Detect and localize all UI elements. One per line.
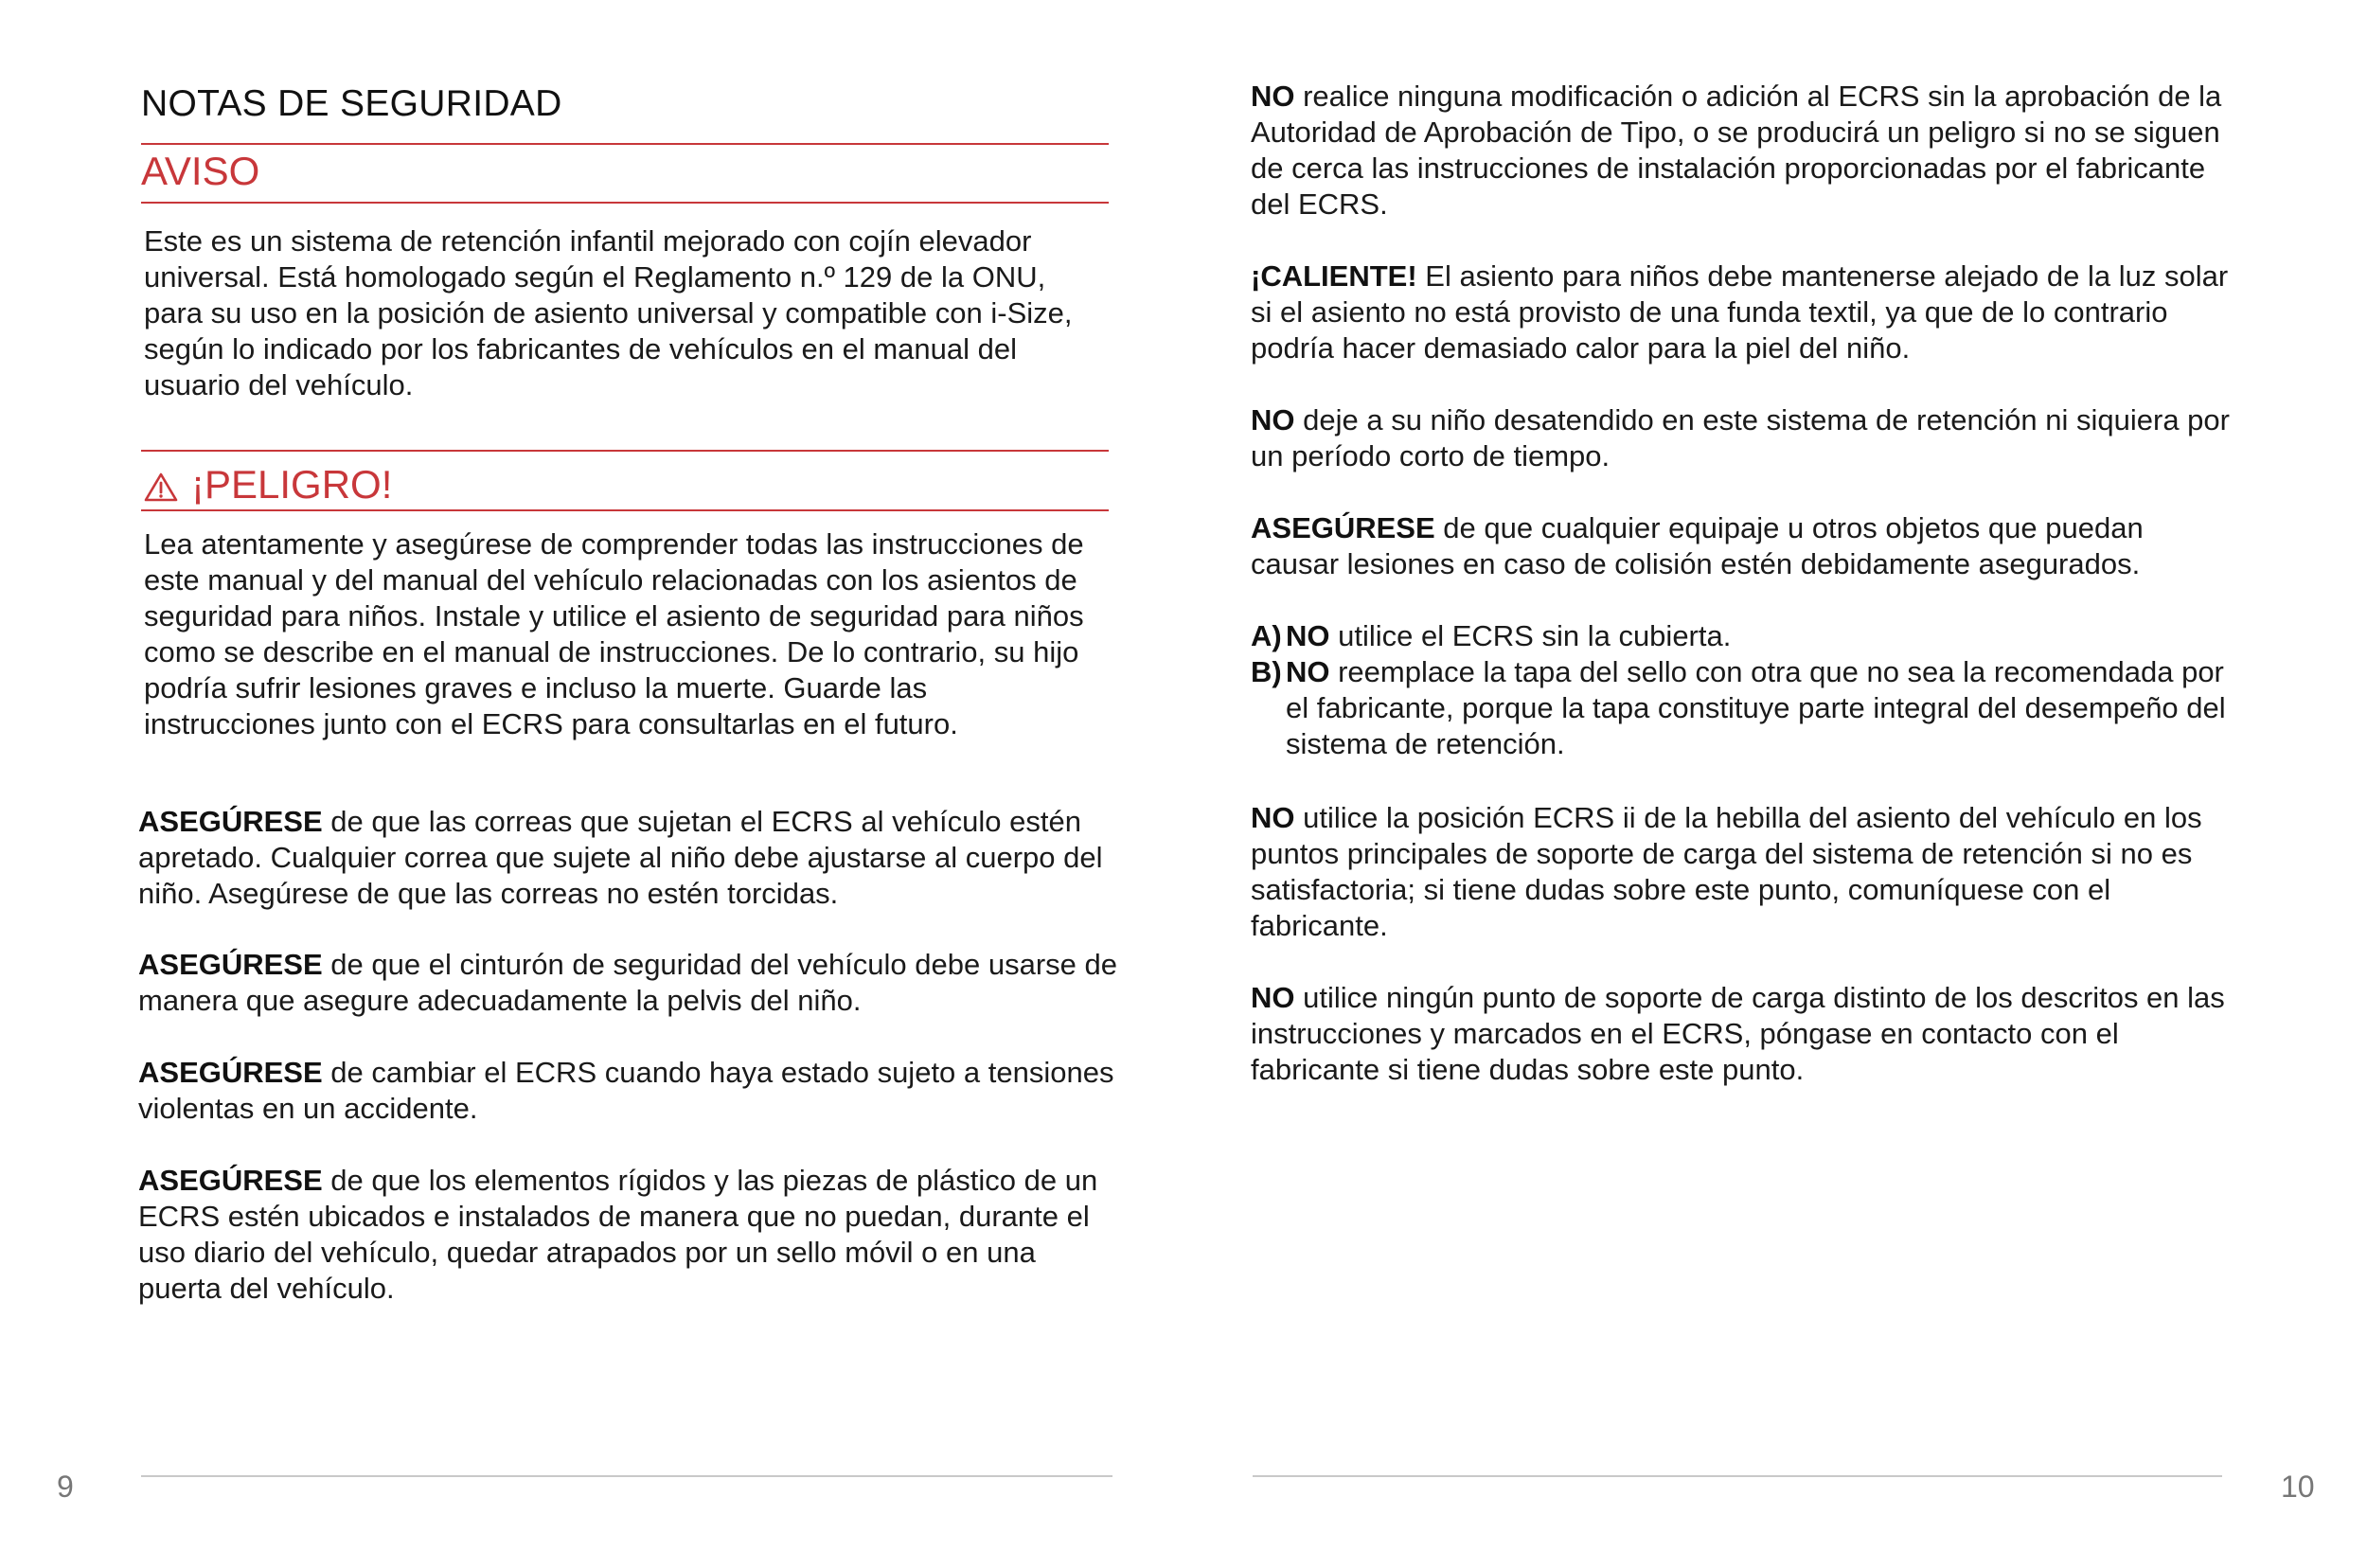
peligro-heading: ¡PELIGRO! [191,462,393,507]
note-text: utilice la posición ECRS ii de la hebilla del asiento del vehículo en los puntos principales de soporte de carga del sistema de retención si no es satisfactoria; si tiene dudas sobre este punto, comuníquese con el fabricante. [1251,801,2202,942]
page-number-left: 9 [57,1470,74,1504]
note-text: de que cualquier equipaje u otros objetos que puedan causar lesiones en caso de colisión estén debidamente asegurados. [1251,511,2144,580]
aviso-text: Este es un sistema de retención infantil mejorado con cojín elevador universal. Está homologado según el Reglamento n.º 129 de la ONU, para su uso en la posición de asiento universal y compatible con i-Size, según lo indicado por los fabricantes de vehículos en el manual del usuario del vehículo. [144,224,1073,401]
note-text: de cambiar el ECRS cuando haya estado sujeto a tensiones violentas en un accidente. [138,1056,1114,1125]
page-number-right: 10 [2281,1470,2315,1504]
note-keyword: NO [1251,801,1295,834]
note-keyword: ASEGÚRESE [1251,511,1435,544]
right-note-4 [1251,510,2231,582]
aviso-top-rule [141,143,1109,145]
note-keyword: ASEGÚRESE [138,948,323,981]
note-keyword: ASEGÚRESE [138,1056,323,1089]
right-note-1 [1251,79,2231,223]
peligro-bottom-rule [141,509,1109,511]
left-note-1 [138,804,1118,912]
peligro-text: Lea atentamente y asegúrese de comprender todas las instrucciones de este manual y del manual del vehículo relacionadas con los asientos de seguridad para niños. Instale y utilice el asiento de seguridad para niños como se describe en el manual de instrucciones. De lo contrario, su hijo podría sufrir lesiones graves e incluso la muerte. Guarde las instrucciones junto con el ECRS para consultarlas en el futuro. [144,527,1084,740]
note-text: de que los elementos rígidos y las piezas de plástico de un ECRS estén ubicados e instalados de manera que no puedan, durante el uso diario del vehículo, quedar atrapados por un sello móvil o en una puerta del vehículo. [138,1164,1098,1305]
left-footer-rule [141,1475,1112,1477]
list-label: A) [1251,619,1282,652]
left-note-2 [138,947,1118,1019]
note-keyword: NO [1251,403,1295,437]
note-keyword: NO [1251,80,1295,113]
note-keyword: NO [1251,981,1295,1014]
left-note-3 [138,1055,1118,1127]
peligro-top-rule [141,450,1109,452]
aviso-heading: AVISO [141,149,260,193]
warning-triangle-icon [144,466,178,511]
right-footer-rule [1253,1475,2222,1477]
list-item-b [1251,654,2231,762]
left-note-4 [138,1163,1118,1307]
note-keyword: NO [1286,619,1330,652]
note-keyword: ¡CALIENTE! [1251,259,1417,293]
note-text: utilice ningún punto de soporte de carga distinto de los descritos en las instrucciones y marcados en el ECRS, póngase en contacto con el fabricante si tiene dudas sobre este punto. [1251,981,2225,1086]
right-note-6 [1251,980,2231,1088]
right-note-5 [1251,800,2231,944]
aviso-bottom-rule [141,202,1109,204]
right-note-3 [1251,402,2231,474]
note-text: El asiento para niños debe mantenerse alejado de la luz solar si el asiento no está provisto de una funda textil, ya que de lo contrario podría hacer demasiado calor para la piel del niño. [1251,259,2229,365]
note-keyword: ASEGÚRESE [138,805,323,838]
list-label: B) [1251,655,1282,688]
list-item-a [1251,618,2231,654]
note-keyword: ASEGÚRESE [138,1164,323,1197]
note-text: de que las correas que sujetan el ECRS al vehículo estén apretado. Cualquier correa que sujete al niño debe ajustarse al cuerpo del niño. Asegúrese de que las correas no estén torcidas. [138,805,1103,910]
page-title: NOTAS DE SEGURIDAD [141,83,562,124]
note-text: realice ninguna modificación o adición al ECRS sin la aprobación de la Autoridad de Aprobación de Tipo, o se producirá un peligro si no se siguen de cerca las instrucciones de instalación proporcionadas por el fabricante del ECRS. [1251,80,2222,221]
note-text: utilice el ECRS sin la cubierta. [1329,619,1732,652]
note-text: deje a su niño desatendido en este sistema de retención ni siquiera por un período corto de tiempo. [1251,403,2230,472]
right-note-2 [1251,258,2231,366]
note-text: de que el cinturón de seguridad del vehículo debe usarse de manera que asegure adecuadamente la pelvis del niño. [138,948,1117,1017]
note-text: reemplace la tapa del sello con otra que no sea la recomendada por el fabricante, porque la tapa constituye parte integral del desempeño del sistema de retención. [1286,655,2226,760]
peligro-heading-wrap [144,462,392,511]
note-keyword: NO [1286,655,1330,688]
right-list [1251,618,2231,762]
